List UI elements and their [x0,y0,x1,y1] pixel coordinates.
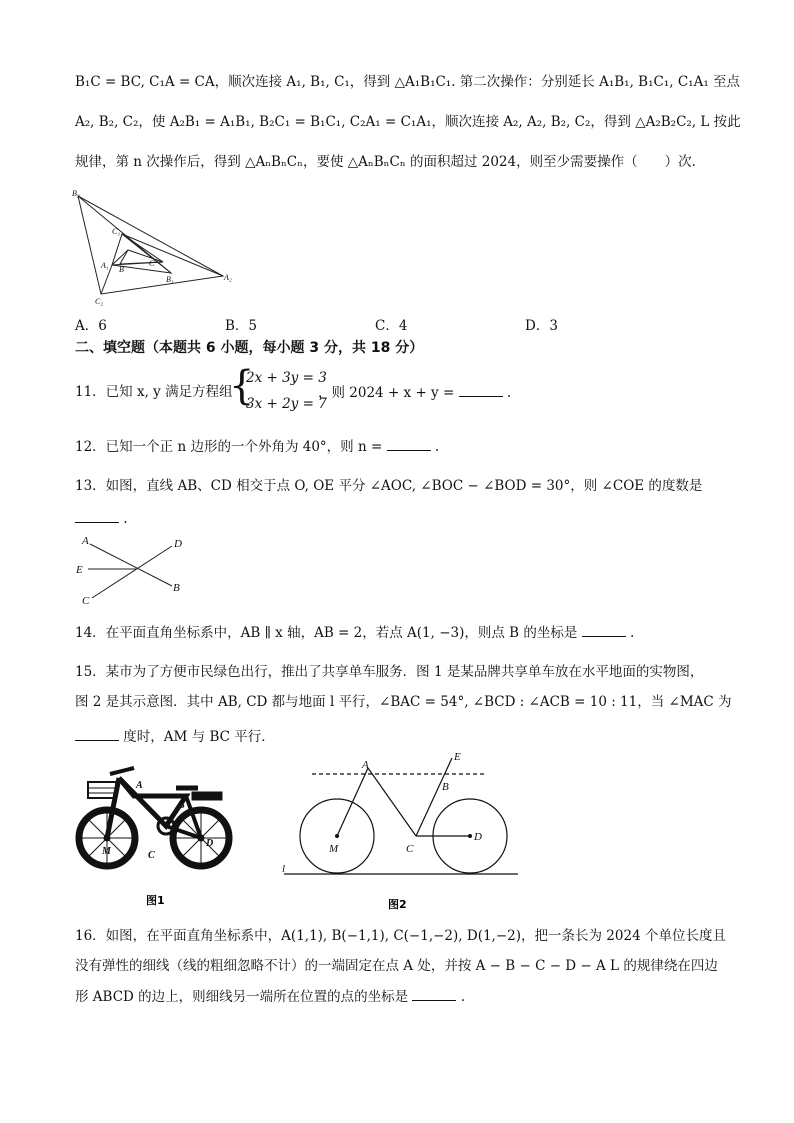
q11-end: . [506,385,512,401]
q11-tail: ，则 2024 + x + y = [318,385,455,401]
fig1-label-m: M [102,846,111,857]
q10-line-3: 规律，第 n 次操作后，得到 △AₙBₙCₙ，要使 △AₙBₙCₙ 的面积超过 2024，则至少需要操作（ ）次. [75,154,696,170]
fig1-label-c: C [148,850,155,861]
label-c2: C₂ [95,297,104,306]
fig2-label-d: D [474,831,482,843]
q10-choices [75,314,635,334]
front-basket [88,782,116,798]
q13-answer-blank[interactable] [75,508,119,523]
q11-tail-line [318,382,618,403]
fig1-caption: 图1 [146,894,165,907]
line-ab [90,544,172,586]
q12-end: . [434,439,440,455]
segment-ac [368,768,416,836]
fig2-caption: 图2 [388,898,407,911]
q15-line-3 [75,726,735,747]
q15-bicycle-photo-figure [74,762,236,910]
fig2-label-e: E [454,751,461,763]
q10-line-2: A₂, B₂, C₂，使 A₂B₁ = A₁B₁, B₂C₁ = B₁C₁, C₂A₁ = C₁A₁，顺次连接 A₂, A₂, B₂, C₂，得到 △A₂B₂C₂, L 按此 [75,114,741,130]
q13-label-a: A [82,536,89,547]
q14-line [75,622,735,643]
fig2-label-m: M [329,843,339,855]
fig2-label-a: A [362,759,369,771]
line-cd [92,546,172,598]
q13-label-c: C [82,595,90,607]
q13-label-e: E [76,564,83,576]
q13-lines-figure [76,536,196,608]
section-2-heading: 二、填空题（本题共 6 小题，每小题 3 分，共 18 分） [75,340,424,356]
q13-label-d: D [174,538,182,550]
q13-label-b: B [173,582,180,594]
fig2-label-c: C [406,843,414,855]
fig2-label-b: B [442,781,449,793]
q16-line-1: 16．如图，在平面直角坐标系中，A(1,1), B(−1,1), C(−1,−2), D(1,−2)，把一条长为 2024 个单位长度且 [75,928,726,944]
q16-line-3-text: 形 ABCD 的边上，则细线另一端所在位置的点的坐标是 [75,989,409,1005]
label-b1: B₁ [166,275,174,284]
segment-am [337,768,368,836]
choice-d[interactable]: D．3 [525,318,558,334]
q11-lead: 11．已知 x, y 满足方程组 [75,384,233,400]
label-b: B [119,265,124,274]
label-b2: B₂ [72,189,80,198]
fig1-label-a: A [136,780,143,791]
q15-answer-blank[interactable] [75,726,119,741]
choice-b[interactable]: B．5 [225,318,258,334]
q14-end: . [629,625,635,641]
q11-brace: { [229,363,255,409]
label-c: C [149,259,155,268]
q15-line-3-text: 度时，AM 与 BC 平行． [123,729,275,745]
q16-end: . [460,989,466,1005]
q15-line-1: 15．某市为了方便市民绿色出行，推出了共享单车服务．图 1 是某品牌共享单车放在水平地面的实物图， [75,664,704,680]
q14-text: 14．在平面直角坐标系中，AB ∥ x 轴，AB = 2，若点 A(1, −3)，则点 B 的坐标是 [75,625,578,641]
choice-a[interactable]: A．6 [75,318,107,334]
fig2-label-l: l [282,863,286,875]
segment-ce [416,758,452,836]
q15-bicycle-schematic-figure [282,748,522,912]
q12-text: 12．已知一个正 n 边形的一个外角为 40°，则 n = [75,439,383,455]
fig1-label-b: B [178,800,185,811]
label-a1: A₁ [101,261,109,270]
q16-answer-blank[interactable] [412,986,456,1001]
q12-line [75,436,735,457]
q10-triangle-figure [68,188,238,306]
q11-eq2: 3x + 2y = 7 [246,396,327,412]
fig1-label-d: D [206,838,214,849]
label-c1: C₁ [112,227,121,236]
q16-line-2: 没有弹性的细线（线的粗细忽略不计）的一端固定在点 A 处，并按 A − B − C − D − A L 的规律绕在四边 [75,958,718,974]
q11-answer-blank[interactable] [459,382,503,397]
q14-answer-blank[interactable] [582,622,626,637]
label-a2: A₂ [224,273,232,282]
q13-blank-line [75,508,735,529]
q16-line-3 [75,986,735,1007]
q11-eq1: 2x + 3y = 3 [246,370,327,386]
choice-c[interactable]: C．4 [375,318,408,334]
q13-end: . [123,511,128,527]
q15-line-2: 图 2 是其示意图．其中 AB, CD 都与地面 l 平行，∠BAC = 54°, ∠BCD : ∠ACB = 10 : 11，当 ∠MAC 为 [75,694,732,710]
q13-text: 13．如图，直线 AB、CD 相交于点 O, OE 平分 ∠AOC, ∠BOC − ∠BOD = 30°，则 ∠COE 的度数是 [75,478,703,494]
q12-answer-blank[interactable] [387,436,431,451]
q10-line-1: B₁C = BC, C₁A = CA，顺次连接 A₁, B₁, C₁，得到 △A₁B₁C₁. 第二次操作：分别延长 A₁B₁, B₁C₁, C₁A₁ 至点 [75,74,741,90]
triangle-a2b2c2 [78,196,223,294]
